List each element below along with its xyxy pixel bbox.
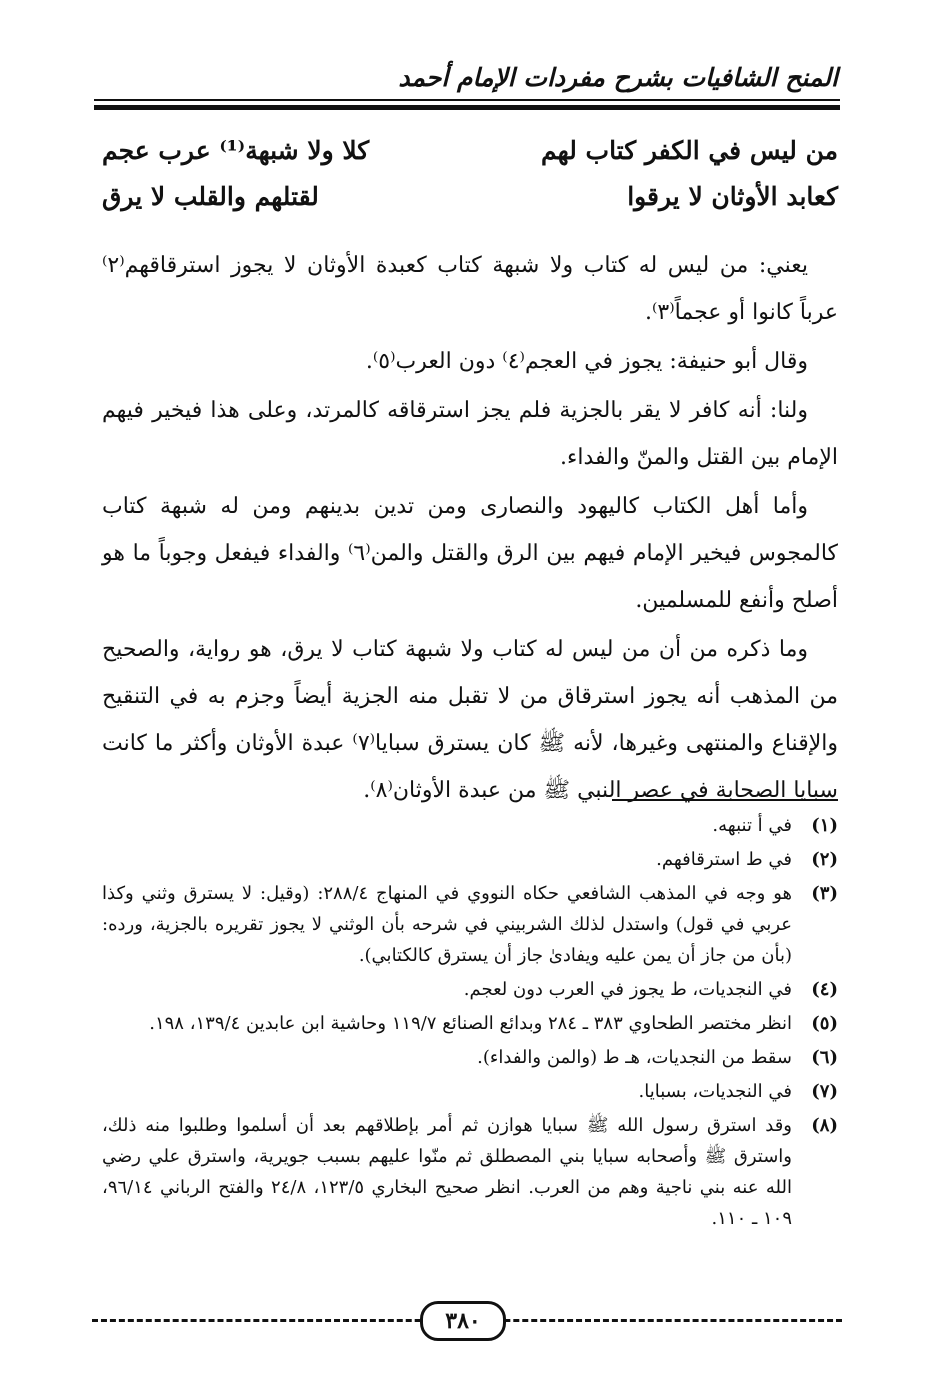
footnote: [102, 1110, 838, 1234]
commentary-paragraph: ولنا: أنه كافر لا يقر بالجزية فلم يجز استرقاقه كالمرتد، وعلى هذا فيخير فيهم الإمام بين القتل والمنّ والفداء.: [102, 398, 838, 470]
footnote: [102, 1008, 838, 1039]
footnote-text: انظر مختصر الطحاوي ٣٨٣ ـ ٢٨٤ وبدائع الصنائع ١١٩/٧ وحاشية ابن عابدين ١٣٩/٤، ١٩٨.: [149, 1013, 792, 1034]
footnote: [102, 810, 838, 841]
footnote: [102, 1042, 838, 1073]
footnote-number: (٤): [811, 979, 838, 1000]
poem-verses: [102, 128, 838, 220]
verse-line: [102, 128, 838, 174]
footnote-number: (٢): [811, 849, 838, 870]
footnote-number: (١): [811, 815, 838, 836]
commentary-paragraph: وأما أهل الكتاب كاليهود والنصارى ومن تدين بدينهم ومن له شبهة كتاب كالمجوس فيخير الإمام فيهم بين الرق والقتل والمن⁽٦⁾ والفداء فيفعل وجوباً ما هو أصلح وأنفع للمسلمين.: [102, 494, 838, 613]
verse-first-hemistich: من ليس في الكفر كتاب لهم: [541, 136, 838, 165]
header-rule-thick: [94, 105, 840, 110]
footnote-number: (٦): [811, 1047, 838, 1068]
footnote: [102, 974, 838, 1005]
footnote: [102, 844, 838, 875]
footnotes: [102, 810, 838, 1237]
page-number: ٣٨٠: [420, 1301, 506, 1341]
footnote-number: (٥): [811, 1013, 838, 1034]
verse-second-hemistich: كلا ولا شبهة⁽¹⁾ عرب عجم: [102, 136, 370, 165]
header-rule-thin: [94, 99, 840, 101]
footnote-text: وقد استرق رسول الله ﷺ سبايا هوازن ثم أمر بإطلاقهم بعد أن أسلموا وطلبوا منه ذلك، واسترق ﷺ وأصحابه سبايا بني المصطلق ثم منّوا عليهم بسبب جويرية، واسترق علي رضي الله عنه بني ناجية وهم من العرب. انظر صحيح البخاري ١٢٣/٥، ٢٤/٨ والفتح الرباني ٩٦/١٤، ١٠٩ ـ ١١٠.: [102, 1115, 792, 1229]
verse-line: [102, 174, 838, 220]
footnote-text: في النجديات، ط يجوز في العرب دون لعجم.: [463, 979, 792, 1000]
footnote-text: هو وجه في المذهب الشافعي حكاه النووي في المنهاج ٢٨٨/٤: (وقيل: لا يسترق وثني وكذا عربي في قول) واستدل لذلك الشربيني في شرحه بأن الوثني لا يجوز تقريره بالجزية، ورده: (بأن من جاز أن يمن عليه ويفادىٰ جاز أن يسترق كالكتابي).: [102, 883, 792, 966]
running-title: المنح الشافيات بشرح مفردات الإمام أحمد: [398, 63, 838, 92]
footnote-text: في أ تنبهه.: [712, 815, 792, 836]
footnote-text: سقط من النجديات، هـ ط (والمن والفداء).: [477, 1047, 792, 1068]
footnote-separator: [612, 799, 838, 801]
footnote-number: (٧): [811, 1081, 838, 1102]
verse-second-hemistich: لقتلهم والقلب لا يرق: [102, 182, 319, 211]
verse-first-hemistich: كعابد الأوثان لا يرقوا: [627, 182, 838, 211]
footnote: [102, 878, 838, 971]
commentary-paragraph: يعني: من ليس له كتاب ولا شبهة كتاب كعبدة الأوثان لا يجوز استرقاقهم⁽٢⁾ عرباً كانوا أو عجماً⁽٣⁾.: [102, 253, 838, 325]
commentary-paragraph: وقال أبو حنيفة: يجوز في العجم⁽٤⁾ دون العرب⁽٥⁾.: [365, 349, 808, 374]
footnote: [102, 1076, 838, 1107]
commentary-paragraph: وما ذكره من أن من ليس له كتاب ولا شبهة كتاب لا يرق، هو رواية، والصحيح من المذهب أنه يجوز استرقاق من لا تقبل منه الجزية أيضاً وجزم به في التنقيح والإقناع والمنتهى وغيرها، لأنه ﷺ كان يسترق سبايا⁽٧⁾ عبدة الأوثان وأكثر ما كانت سبايا الصحابة في عصر النبي ﷺ من عبدة الأوثان⁽٨⁾.: [102, 637, 838, 803]
footnote-text: في النجديات، بسبايا.: [638, 1081, 792, 1102]
footnote-number: (٣): [811, 883, 838, 904]
footnote-text: في ط استرقافهم.: [656, 849, 792, 870]
footnote-number: (٨): [811, 1115, 838, 1136]
commentary-body: [102, 242, 838, 816]
